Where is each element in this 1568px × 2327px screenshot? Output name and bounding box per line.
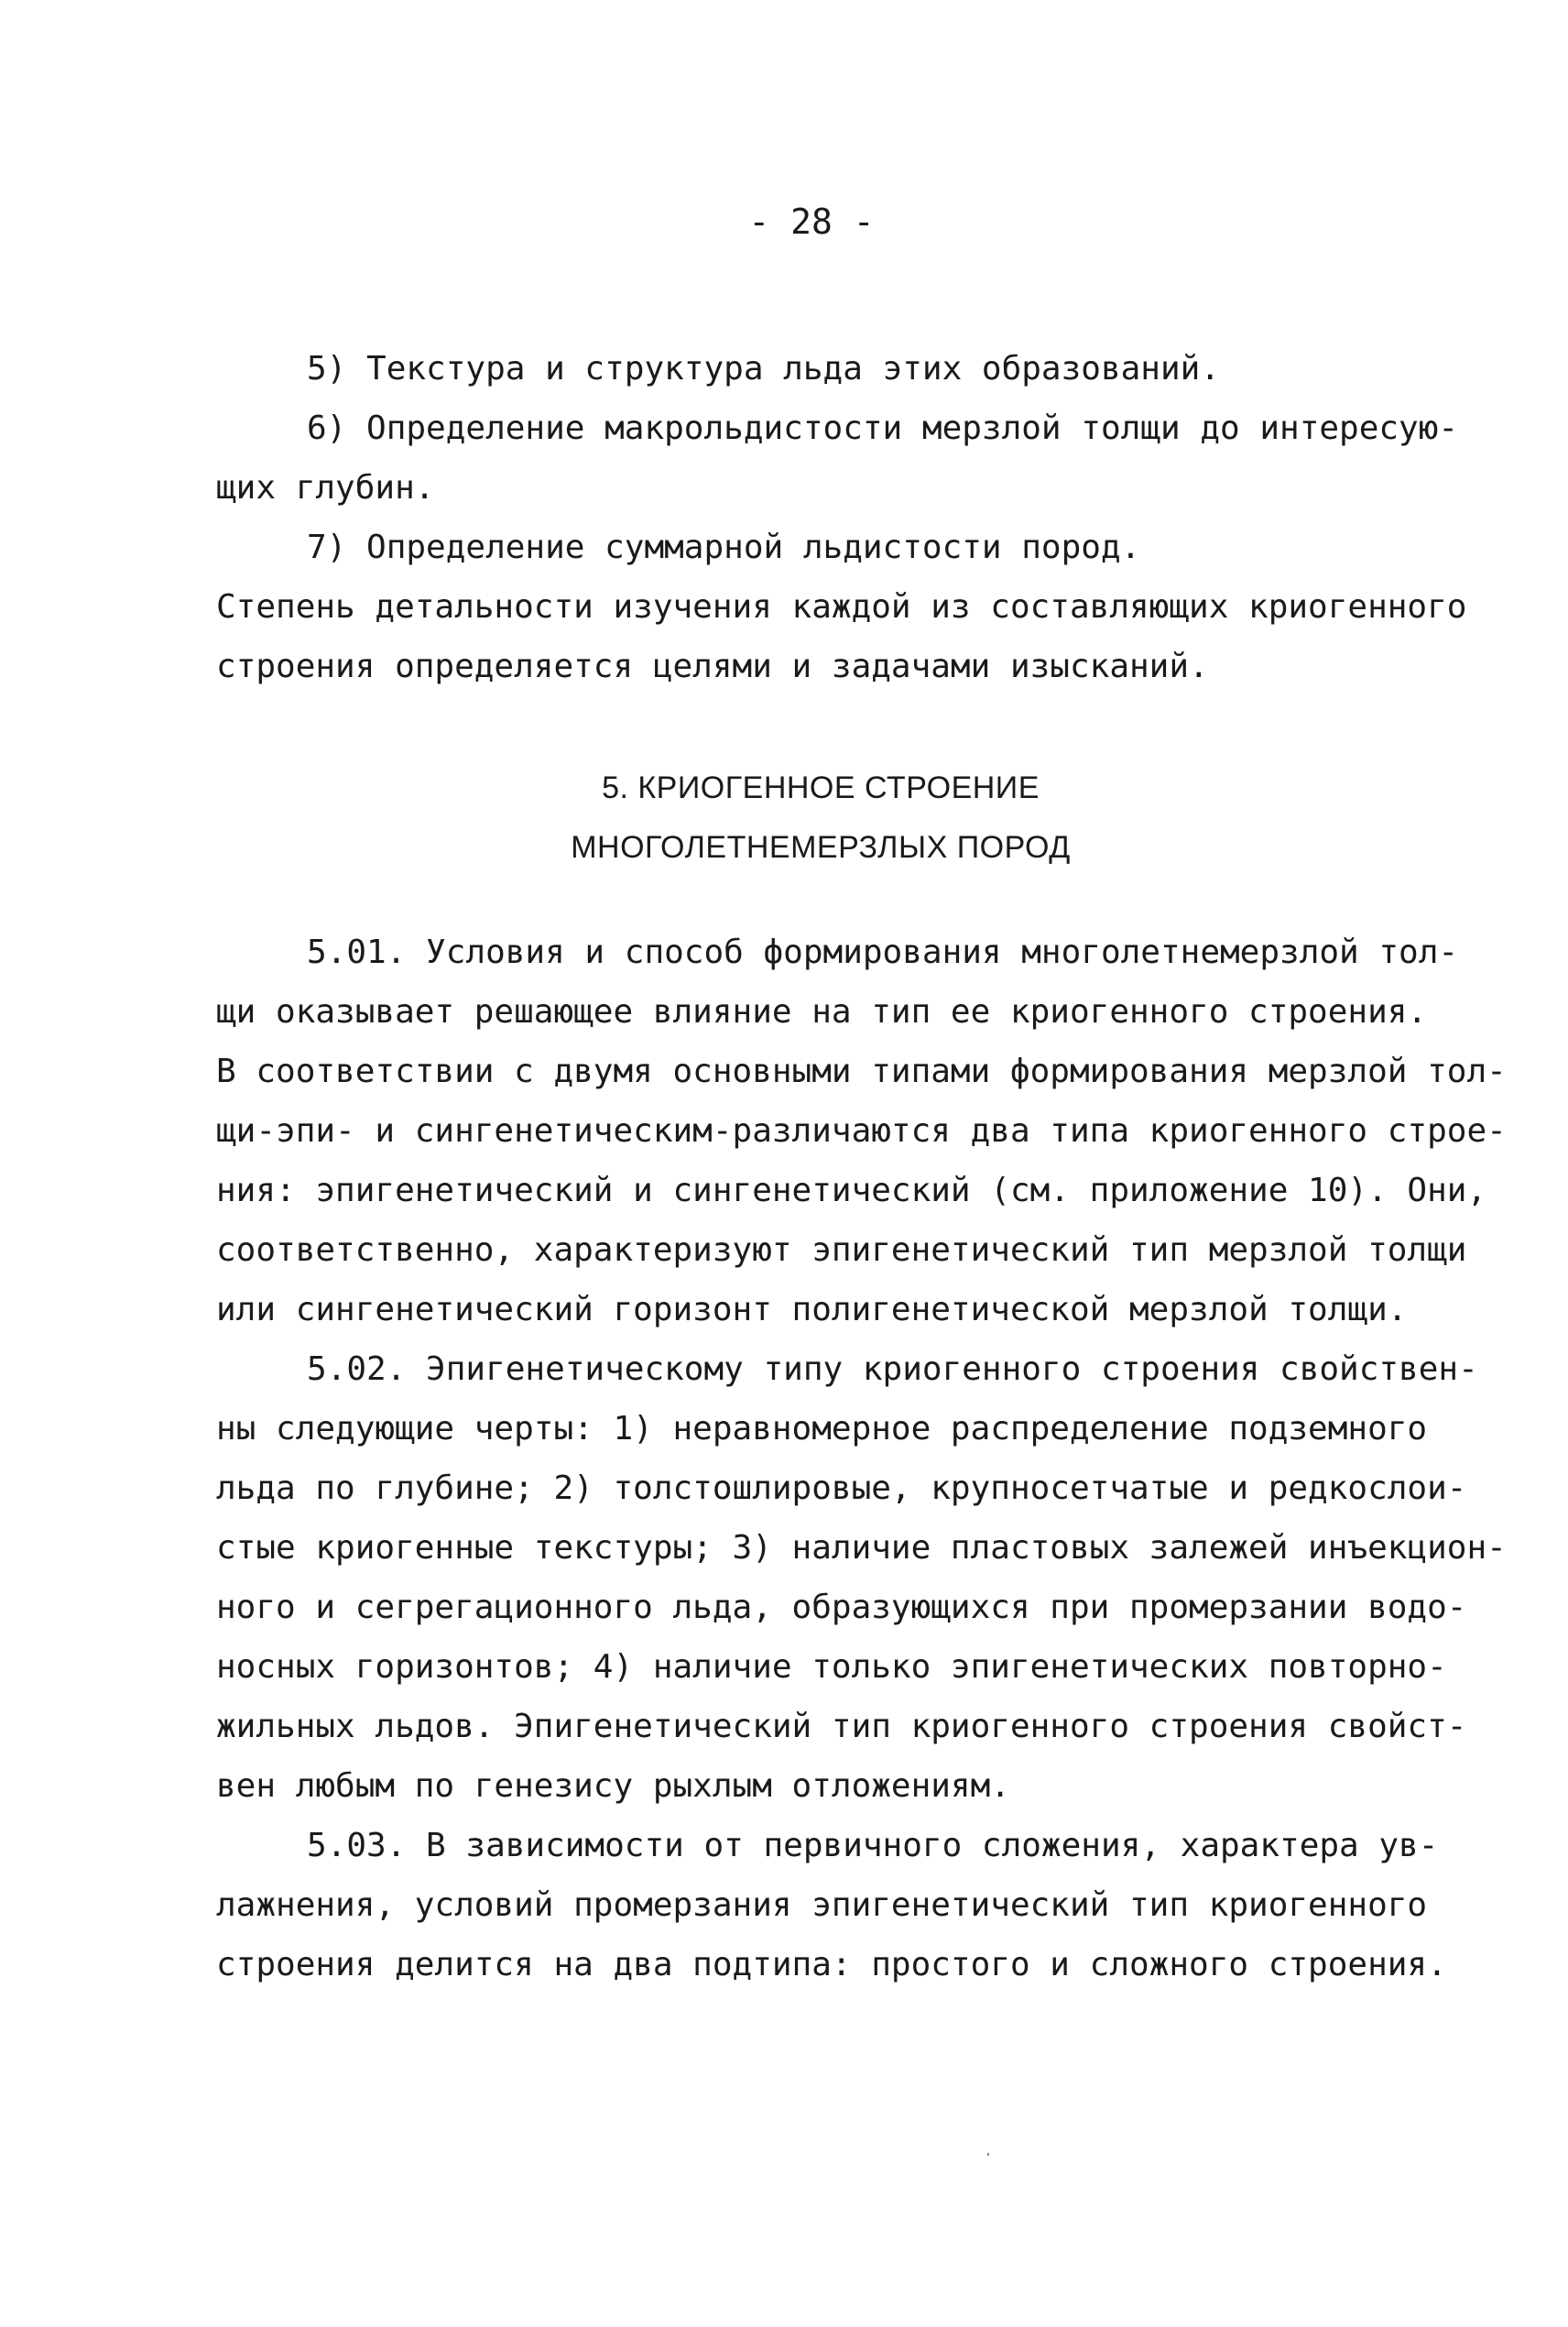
scan-speck (987, 2153, 989, 2156)
body-line: Степень детальности изучения каждой из составляющих криогенного (216, 588, 1467, 626)
list-item-6: 6) Определение макрольдистости мерзлой толщи до интересую- (307, 410, 1459, 447)
paragraph-5-03-line: строения делится на два подтипа: простого и сложного строения. (216, 1946, 1447, 1983)
list-item-5: 5) Текстура и структура льда этих образований. (307, 350, 1220, 388)
paragraph-5-01-line: соответственно, характеризуют эпигенетический тип мерзлой толщи (216, 1231, 1467, 1269)
paragraph-5-02-line: носных горизонтов; 4) наличие только эпигенетических повторно- (216, 1648, 1447, 1686)
paragraph-5-02-line: вен любым по генезису рыхлым отложениям. (216, 1767, 1010, 1805)
page-number: - 28 - (748, 202, 875, 242)
paragraph-5-01-line: 5.01. Условия и способ формирования многолетнемерзлой тол- (307, 934, 1459, 971)
paragraph-5-02-line: ны следующие черты: 1) неравномерное распределение подземного (216, 1410, 1428, 1448)
paragraph-5-03-line: 5.03. В зависимости от первичного сложения, характера ув- (307, 1827, 1439, 1864)
paragraph-5-01-line: ния: эпигенетический и сингенетический (см. приложение 10). Они, (216, 1172, 1487, 1209)
paragraph-5-02-line: льда по глубине; 2) толстошлировые, крупносетчатые и редкослои- (216, 1469, 1467, 1507)
paragraph-5-03-line: лажнения, условий промерзания эпигенетический тип криогенного (216, 1886, 1428, 1924)
paragraph-5-01-line: щи-эпи- и сингенетическим-различаются два типа криогенного строе- (216, 1112, 1507, 1150)
list-item-6-cont: щих глубин. (216, 469, 435, 507)
section-title-line2: МНОГОЛЕТНЕМЕРЗЛЫХ ПОРОД (571, 830, 1071, 865)
paragraph-5-02-line: 5.02. Эпигенетическому типу криогенного строения свойствен- (307, 1350, 1478, 1388)
paragraph-5-01-line: В соответствии с двумя основными типами формирования мерзлой тол- (216, 1053, 1507, 1090)
list-item-7: 7) Определение суммарной льдистости пород. (307, 529, 1141, 566)
section-title-line1: 5. КРИОГЕННОЕ СТРОЕНИЕ (602, 770, 1040, 805)
paragraph-5-01-line: щи оказывает решающее влияние на тип ее криогенного строения. (216, 993, 1428, 1031)
paragraph-5-02-line: стые криогенные текстуры; 3) наличие пластовых залежей инъекцион- (216, 1529, 1507, 1567)
paragraph-5-02-line: ного и сегрегационного льда, образующихся при промерзании водо- (216, 1589, 1467, 1626)
paragraph-5-02-line: жильных льдов. Эпигенетический тип криогенного строения свойст- (216, 1708, 1467, 1745)
paragraph-5-01-line: или сингенетический горизонт полигенетической мерзлой толщи. (216, 1291, 1408, 1328)
body-line: строения определяется целями и задачами изысканий. (216, 648, 1209, 685)
